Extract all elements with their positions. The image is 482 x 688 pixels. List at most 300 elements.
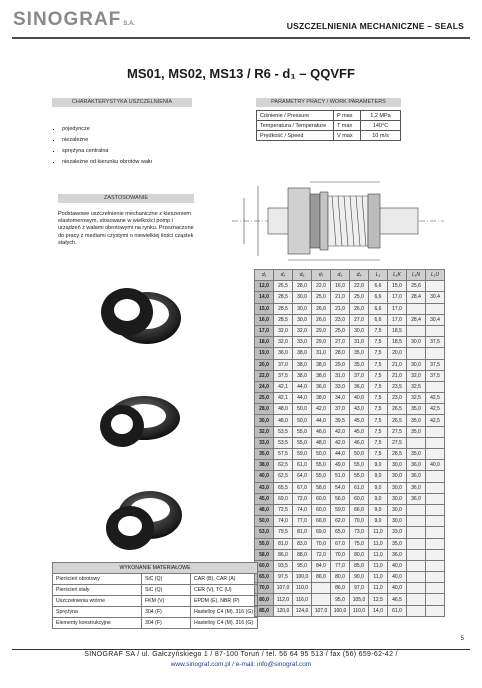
dimension-cell: 50,0 [255, 516, 274, 527]
dimension-cell [426, 549, 445, 560]
parameters-table [256, 110, 401, 141]
dimension-cell: 35,0 [407, 449, 426, 460]
dimension-row [255, 471, 445, 482]
application-text: Podstawowe uszczelnienie mechaniczne z kieszeniem elastomerowym, stosowane w wielkości pomp i urządzeń z wałami obrotowymi na rynku. Przeznaczone do pracy z mediami czystymi o niewielkiej ilości cząstek stałych. [58, 211, 194, 246]
dimension-cell [407, 605, 426, 616]
dimension-cell: 25,0 [350, 292, 369, 303]
dimension-cell: 27,5 [388, 437, 407, 448]
dimension-cell: 18,5 [388, 337, 407, 348]
dimension-cell [407, 504, 426, 515]
characteristic-item: ▪ sprężyna centralna [62, 146, 192, 157]
dimension-cell: 24,0 [255, 381, 274, 392]
dimension-row [255, 437, 445, 448]
dimension-row [255, 303, 445, 314]
dimension-cell: 43,0 [350, 404, 369, 415]
dimension-row [255, 314, 445, 325]
dimension-cell: 110,0 [293, 583, 312, 594]
dimension-row [255, 449, 445, 460]
dimension-cell: 38,0 [312, 393, 331, 404]
dimension-cell: 107,0 [312, 605, 331, 616]
materials-cell: Hastelloy C4 (M), 316 (G) [191, 607, 258, 618]
dimension-cell: 35,0 [407, 426, 426, 437]
dimension-cell: 88,0 [293, 549, 312, 560]
dimension-cell: 86,0 [331, 583, 350, 594]
dimension-cell: 35,0 [388, 538, 407, 549]
dimension-cell: 22,0 [350, 281, 369, 292]
dimension-cell: 42,5 [426, 404, 445, 415]
dimension-cell: 42,0 [312, 404, 331, 415]
dimension-row [255, 359, 445, 370]
parameter-row [257, 121, 401, 131]
dimension-row [255, 605, 445, 616]
dimension-cell: 55,0 [350, 460, 369, 471]
dimension-cell: 21,0 [388, 359, 407, 370]
dimension-cell: 31,0 [312, 348, 331, 359]
dimension-cell: 54,0 [331, 482, 350, 493]
dimension-cell: 45,0 [350, 426, 369, 437]
dimension-cell: 33,0 [388, 527, 407, 538]
dimension-cell: 42,0 [331, 426, 350, 437]
dimension-cell: 25,6 [407, 281, 426, 292]
dimension-cell [407, 527, 426, 538]
product-photos [92, 270, 192, 565]
dimension-cell: 27,0 [350, 314, 369, 325]
materials-cell: FKM (V) [142, 596, 191, 607]
dimension-cell: 35,0 [255, 449, 274, 460]
dimension-cell: 45,0 [255, 493, 274, 504]
dimension-cell: 36,0 [388, 549, 407, 560]
dimension-cell: 77,0 [293, 516, 312, 527]
materials-cell: 304 (F) [142, 618, 191, 629]
footer-web[interactable]: www.sinograf.com.pl / e-mail: info@sinograf.com [170, 661, 312, 668]
dimension-cell: 23,5 [388, 381, 407, 392]
dimension-cell: 16,0 [331, 281, 350, 292]
company-logo: SINOGRAF S.A. [13, 9, 135, 30]
dimension-cell: 30,0 [293, 292, 312, 303]
dimension-cell: 44,0 [312, 415, 331, 426]
parameter-symbol: P max [334, 111, 361, 121]
dimension-cell: 42,1 [274, 393, 293, 404]
dimension-cell: 67,0 [293, 482, 312, 493]
dimension-cell: 25,0 [312, 292, 331, 303]
dimension-cell: 62,5 [274, 460, 293, 471]
dimension-cell: 40,0 [426, 460, 445, 471]
materials-row [53, 585, 258, 596]
dimension-cell: 26,0 [312, 303, 331, 314]
dimension-cell [407, 549, 426, 560]
dimension-cell: 30,0 [388, 482, 407, 493]
dimension-cell: 36,0 [407, 493, 426, 504]
dimension-cell: 56,0 [331, 493, 350, 504]
dimension-cell: 59,0 [293, 449, 312, 460]
dimension-cell: 38,0 [293, 348, 312, 359]
dimension-cell: 55,0 [312, 460, 331, 471]
dimension-cell: 40,0 [388, 572, 407, 583]
dimension-cell: 84,0 [312, 560, 331, 571]
dimension-cell: 42,5 [426, 393, 445, 404]
dimension-row [255, 426, 445, 437]
dimension-cell: 44,0 [331, 449, 350, 460]
dimension-cell: 38,0 [293, 359, 312, 370]
dimension-cell: 42,1 [274, 381, 293, 392]
dimension-cell [407, 348, 426, 359]
dimension-cell: 46,0 [312, 426, 331, 437]
dimension-cell: 30,0 [350, 325, 369, 336]
dimension-cell: 90,0 [350, 572, 369, 583]
dimension-cell: 31,0 [350, 337, 369, 348]
dimension-cell: 80,0 [350, 549, 369, 560]
dimension-cell: 46,5 [388, 594, 407, 605]
dimension-header-cell: L₁K [388, 270, 407, 281]
dimension-row [255, 281, 445, 292]
dimension-cell [426, 605, 445, 616]
dimension-row [255, 482, 445, 493]
dimension-cell: 32,0 [274, 325, 293, 336]
dimension-cell: 28,5 [388, 449, 407, 460]
dimension-cell [407, 437, 426, 448]
dimension-cell: 40,0 [255, 471, 274, 482]
dimension-row [255, 393, 445, 404]
dimension-cell: 55,0 [255, 538, 274, 549]
dimension-cell: 33,0 [255, 437, 274, 448]
dimension-cell: 30,0 [388, 504, 407, 515]
dimension-cell: 17,0 [388, 292, 407, 303]
dimension-cell: 80,0 [255, 594, 274, 605]
characteristics-section [52, 98, 192, 168]
dimension-cell: 40,0 [350, 393, 369, 404]
dimension-cell: 60,0 [312, 493, 331, 504]
materials-cell: Sprężyna [53, 607, 142, 618]
materials-cell: Pierścień obrotowy [53, 574, 142, 585]
dimension-cell [426, 303, 445, 314]
dimension-cell [426, 504, 445, 515]
dimension-cell: 39,5 [331, 415, 350, 426]
dimension-cell [426, 471, 445, 482]
dimension-cell: 100,0 [331, 605, 350, 616]
dimension-cell [407, 538, 426, 549]
dimension-cell: 11,0 [369, 560, 388, 571]
dimension-cell: 37,5 [426, 337, 445, 348]
dimension-cell: 105,0 [350, 594, 369, 605]
dimension-cell: 30,4 [426, 314, 445, 325]
dimension-cell: 27,0 [331, 337, 350, 348]
dimension-cell: 28,5 [274, 303, 293, 314]
dimension-cell: 16,0 [255, 314, 274, 325]
dimension-cell: 29,0 [312, 337, 331, 348]
materials-row [53, 607, 258, 618]
dimension-cell: 37,0 [331, 404, 350, 415]
dimension-cell: 12,5 [369, 594, 388, 605]
dimension-cell: 81,0 [293, 527, 312, 538]
dimension-cell: 33,0 [293, 337, 312, 348]
dimension-cell: 9,0 [369, 482, 388, 493]
dimension-cell: 25,0 [331, 325, 350, 336]
materials-header-row [53, 563, 258, 574]
dimension-cell: 70,0 [255, 583, 274, 594]
dimension-cell: 17,0 [388, 303, 407, 314]
dimension-cell: 81,0 [274, 538, 293, 549]
dimension-cell: 22,0 [312, 281, 331, 292]
dimension-row [255, 348, 445, 359]
dimension-cell: 30,4 [426, 292, 445, 303]
dimension-row [255, 325, 445, 336]
dimension-cell: 61,0 [388, 605, 407, 616]
dimension-row [255, 504, 445, 515]
dimension-header-cell: L₁U [426, 270, 445, 281]
dimension-cell: 11,0 [369, 538, 388, 549]
dimension-cell [426, 594, 445, 605]
dimension-cell: 7,5 [369, 437, 388, 448]
dimension-cell: 22,0 [255, 370, 274, 381]
dimension-cell: 28,5 [274, 314, 293, 325]
parameters-heading: PARAMETRY PRACY / WORK PARAMETERS [256, 98, 401, 107]
dimension-cell: 58,0 [312, 482, 331, 493]
dimension-cell: 15,0 [255, 303, 274, 314]
dimension-cell [426, 437, 445, 448]
dimension-cell: 30,0 [407, 337, 426, 348]
dimension-cell [426, 527, 445, 538]
dimension-cell: 37,5 [274, 370, 293, 381]
dimension-cell: 50,0 [312, 449, 331, 460]
dimension-cell [407, 572, 426, 583]
dimension-cell: 30,0 [388, 471, 407, 482]
dimension-cell: 37,0 [274, 359, 293, 370]
dimension-cell [426, 538, 445, 549]
dimension-cell: 72,0 [293, 493, 312, 504]
dimension-cell [426, 381, 445, 392]
dimension-cell: 7,5 [369, 370, 388, 381]
dimension-cell: 95,0 [331, 594, 350, 605]
page-title: MS01, MS02, MS13 / R6 - d₁ – QQVFF [127, 66, 355, 81]
dimension-cell: 7,5 [369, 348, 388, 359]
dimension-header-cell: d₇ [312, 270, 331, 281]
parameter-label: Temperatura / Temperature [257, 121, 334, 131]
dimension-cell: 107,0 [274, 583, 293, 594]
materials-row [53, 574, 258, 585]
dimension-cell: 17,0 [255, 325, 274, 336]
dimension-cell: 11,0 [369, 549, 388, 560]
dimension-row [255, 538, 445, 549]
dimension-cell: 26,5 [388, 415, 407, 426]
dimension-cell [426, 493, 445, 504]
dimension-cell: 30,0 [388, 460, 407, 471]
dimension-cell: 62,5 [274, 471, 293, 482]
dimension-cell: 9,0 [369, 471, 388, 482]
dimension-cell: 36,0 [350, 381, 369, 392]
parameter-symbol: T max [334, 121, 361, 131]
dimension-cell: 33,0 [331, 381, 350, 392]
dimension-cell [426, 325, 445, 336]
dimension-cell: 79,5 [274, 527, 293, 538]
dimension-cell: 97,0 [350, 583, 369, 594]
dimension-row [255, 560, 445, 571]
dimension-cell: 7,5 [369, 404, 388, 415]
materials-cell: Hastelloy C4 (M), 316 (G) [191, 618, 258, 629]
dimension-cell: 11,0 [369, 527, 388, 538]
dimension-cell: 37,0 [350, 370, 369, 381]
parameter-label: Prędkość / Speed [257, 131, 334, 141]
dimension-cell [407, 303, 426, 314]
dimension-cell: 19,0 [255, 348, 274, 359]
dimension-cell: 74,0 [293, 504, 312, 515]
dimension-cell: 28,0 [293, 281, 312, 292]
dimension-cell: 60,0 [350, 493, 369, 504]
dimension-cell: 23,0 [388, 393, 407, 404]
parameters-section [256, 98, 401, 141]
dimension-cell: 77,0 [331, 560, 350, 571]
dimension-cell: 70,0 [312, 538, 331, 549]
dimension-cell [426, 516, 445, 527]
dimension-cell [426, 281, 445, 292]
dimension-cell: 30,0 [293, 303, 312, 314]
dimension-header-cell: d₆ [293, 270, 312, 281]
materials-section [52, 562, 258, 629]
dimension-cell: 9,0 [369, 516, 388, 527]
dimension-cell [426, 560, 445, 571]
dimension-cell: 7,5 [369, 426, 388, 437]
dimension-header-cell: L₁ [369, 270, 388, 281]
dimension-header-cell: d₈ [331, 270, 350, 281]
dimension-cell: 64,0 [293, 471, 312, 482]
dimension-cell: 70,0 [331, 549, 350, 560]
dimension-row [255, 527, 445, 538]
dimension-row [255, 370, 445, 381]
seal-photo-1 [101, 288, 181, 344]
dimension-cell: 6,6 [369, 292, 388, 303]
materials-cell: Elementy konstrukcyjne [53, 618, 142, 629]
dimension-row [255, 292, 445, 303]
dimension-cell: 53,0 [255, 527, 274, 538]
dimension-cell: 20,0 [388, 348, 407, 359]
page-number: 5 [460, 636, 464, 642]
materials-cell: 304 (F) [142, 607, 191, 618]
dimension-cell: 55,0 [312, 471, 331, 482]
dimension-cell: 6,6 [369, 314, 388, 325]
dimension-cell: 37,5 [426, 359, 445, 370]
dimension-cell: 112,0 [274, 594, 293, 605]
dimension-cell: 86,0 [274, 549, 293, 560]
dimension-cell: 50,0 [293, 404, 312, 415]
seal-photo-2 [100, 396, 180, 447]
parameter-value: 10 m/s [361, 131, 401, 141]
materials-heading: WYKONANIE MATERIAŁOWE [53, 563, 258, 574]
dimension-cell: 36,0 [407, 482, 426, 493]
dimension-cell [426, 426, 445, 437]
dimension-cell: 30,0 [388, 493, 407, 504]
parameter-symbol: V max [334, 131, 361, 141]
materials-cell: Pierścień stały [53, 585, 142, 596]
dimension-cell: 50,0 [293, 415, 312, 426]
dimension-cell: 38,0 [312, 370, 331, 381]
dimension-cell: 18,0 [255, 337, 274, 348]
dimension-cell: 18,5 [388, 325, 407, 336]
dimension-cell: 14,0 [369, 605, 388, 616]
dimension-cell: 36,0 [407, 460, 426, 471]
dimension-cell: 30,0 [407, 359, 426, 370]
dimension-cell [407, 583, 426, 594]
dimension-cell: 32,0 [255, 426, 274, 437]
dimension-cell [312, 583, 331, 594]
dimension-cell: 32,5 [407, 381, 426, 392]
dimension-cell: 65,5 [274, 482, 293, 493]
dimension-cell: 85,0 [255, 605, 274, 616]
dimension-cell: 53,5 [274, 437, 293, 448]
dimension-row [255, 493, 445, 504]
dimension-cell: 32,5 [407, 393, 426, 404]
dimension-cell: 110,0 [350, 605, 369, 616]
characteristics-list [52, 124, 192, 168]
dimension-cell: 31,0 [331, 370, 350, 381]
dimension-row [255, 549, 445, 560]
dimension-cell: 7,5 [369, 393, 388, 404]
dimension-cell: 9,0 [369, 493, 388, 504]
dimension-cell [426, 449, 445, 460]
dimension-row [255, 415, 445, 426]
dimension-cell: 35,0 [350, 359, 369, 370]
dimension-cell: 7,5 [369, 325, 388, 336]
dimension-cell: 51,0 [331, 471, 350, 482]
characteristic-item: ▪ niezależne od kierunku obrotów wału [62, 157, 192, 168]
dimension-cell: 53,5 [274, 426, 293, 437]
parameter-label: Ciśnienie / Pressure [257, 111, 334, 121]
materials-cell: SiC (Q) [142, 574, 191, 585]
dimension-cell: 43,0 [255, 482, 274, 493]
dimension-cell: 23,0 [331, 314, 350, 325]
dimension-cell: 124,0 [293, 605, 312, 616]
dimension-cell: 32,0 [407, 370, 426, 381]
header-divider [12, 37, 470, 39]
dimension-cell: 11,0 [369, 583, 388, 594]
dimension-cell [426, 348, 445, 359]
dimension-cell: 74,0 [274, 516, 293, 527]
dimension-cell: 6,6 [369, 281, 388, 292]
dimension-cell: 12,0 [255, 281, 274, 292]
dimension-cell: 36,0 [407, 471, 426, 482]
materials-table [52, 562, 258, 629]
dimension-cell: 27,5 [388, 426, 407, 437]
dimension-cell: 72,0 [312, 549, 331, 560]
dimension-cell: 116,0 [293, 594, 312, 605]
dimension-cell: 44,0 [293, 393, 312, 404]
dimension-cell [407, 516, 426, 527]
materials-cell: CAR (B), CAR (A) [191, 574, 258, 585]
dimension-cell: 35,0 [350, 348, 369, 359]
dimension-cell: 73,0 [350, 527, 369, 538]
dimension-row [255, 583, 445, 594]
dimension-row [255, 572, 445, 583]
dimension-cell [407, 560, 426, 571]
dimension-cell: 38,0 [293, 370, 312, 381]
seal-technical-drawing [228, 178, 448, 264]
dimension-cell: 60,0 [255, 560, 274, 571]
dimension-cell: 38,0 [312, 359, 331, 370]
dimension-cell: 14,0 [255, 292, 274, 303]
dimension-cell: 7,5 [369, 337, 388, 348]
dimension-row [255, 516, 445, 527]
dimension-cell: 21,0 [388, 370, 407, 381]
dimension-cell: 69,0 [274, 493, 293, 504]
materials-cell: SiC (Q) [142, 585, 191, 596]
dimension-cell: 45,0 [350, 415, 369, 426]
dimension-row [255, 404, 445, 415]
dimension-cell: 7,5 [369, 359, 388, 370]
dimension-cell: 29,0 [312, 325, 331, 336]
dimension-cell: 59,0 [331, 504, 350, 515]
dimension-cell: 30,0 [255, 415, 274, 426]
dimension-header-cell: L₁N [407, 270, 426, 281]
dimension-cell: 85,0 [350, 560, 369, 571]
dimension-cell: 29,0 [331, 359, 350, 370]
